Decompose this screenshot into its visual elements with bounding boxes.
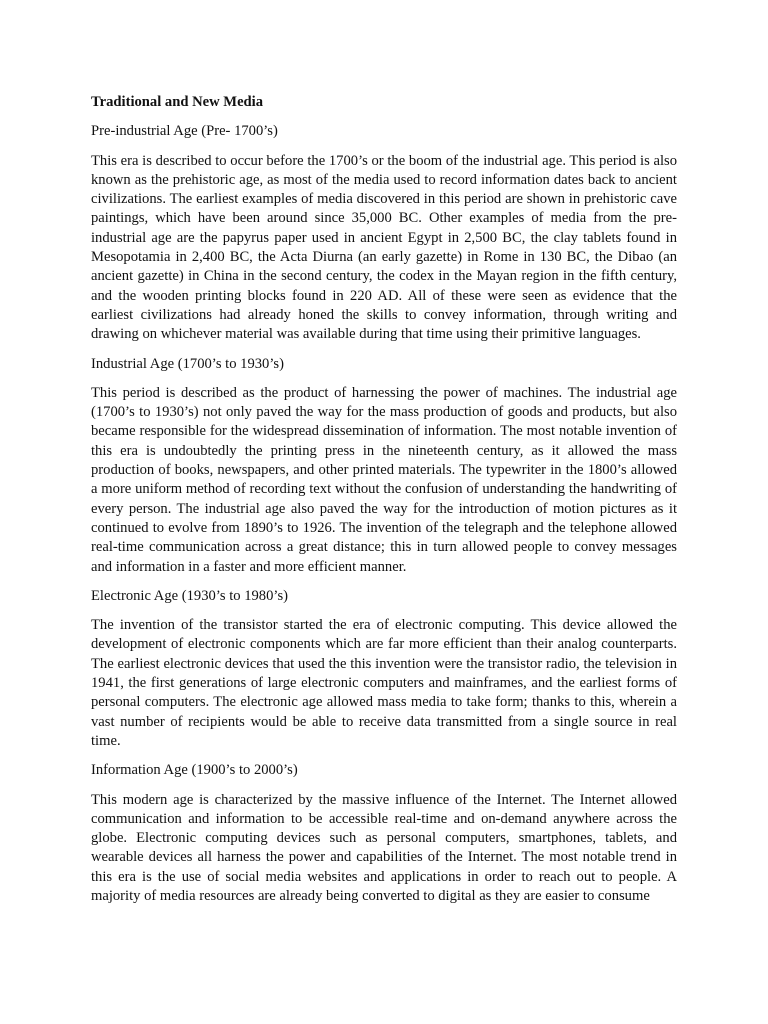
section-heading-industrial: Industrial Age (1700’s to 1930’s) <box>91 355 284 372</box>
section-heading-information: Information Age (1900’s to 2000’s) <box>91 762 298 779</box>
section-body-industrial: This period is described as the product of harnessing the power of machines. The industrial age (1700’s to 1930’s) not only paved the way for the mass production of goods and products, but also became responsible for the widespread dissemination of information. The most notable invention of this era is undoubtedly the printing press in the nineteenth century, as it allowed the mass production of books, newspapers, and other printed materials. The typewriter in the 1800’s allowed a more uniform method of recording text without the confusion of understanding the handwriting of every person. The industrial age also paved the way for the introduction of motion pictures as it continued to evolve from 1890’s to 1926. The invention of the telegraph and the telephone allowed real-time communication across a great distance; this in turn allowed people to convey messages and information in a faster and more efficient manner. <box>91 384 677 575</box>
section-body-pre-industrial: This era is described to occur before the 1700’s or the boom of the industrial age. This period is also known as the prehistoric age, as most of the media used to record information dates back to ancient civilizations. The earliest examples of media discovered in this period are shown in prehistoric cave paintings, which have been around since 35,000 BC. Other examples of media from the pre-industrial age are the papyrus paper used in ancient Egypt in 2,500 BC, the clay tablets found in Mesopotamia in 2,400 BC, the Acta Diurna (an early gazette) in Rome in 130 BC, the Dibao (an ancient gazette) in China in the second century, the codex in the Mayan region in the fifth century, and the wooden printing blocks found in 220 AD. All of these were seen as evidence that the earliest civilizations had already honed the skills to convey information, through writing and drawing on whichever material was available during that time using their primitive languages. <box>91 152 677 343</box>
document-title: Traditional and New Media <box>91 94 264 110</box>
section-body-information: This modern age is characterized by the massive influence of the Internet. The Internet allowed communication and information to be accessible real-time and on-demand anywhere across the globe. Electronic computing devices such as personal computers, smartphones, tablets, and wearable devices all harness the power and capabilities of the Internet. The most notable trend in this era is the use of social media websites and applications in order to reach out to people. A majority of media resources are already being converted to digital as they are easier to consume <box>91 791 677 904</box>
document-body <box>91 93 677 916</box>
section-body-electronic: The invention of the transistor started the era of electronic computing. This device allowed the development of electronic components which are far more efficient than their analog counterparts. The earliest electronic devices that used the this invention were the transistor radio, the television in 1941, the first generations of large electronic computers and mainframes, and the earliest forms of personal computers. The electronic age allowed mass media to take form; thanks to this, wherein a vast number of recipients would be able to receive data transmitted from a single source in real time. <box>91 617 677 749</box>
section-heading-pre-industrial: Pre-industrial Age (Pre- 1700’s) <box>91 123 278 140</box>
section-heading-electronic: Electronic Age (1930’s to 1980’s) <box>91 587 288 604</box>
